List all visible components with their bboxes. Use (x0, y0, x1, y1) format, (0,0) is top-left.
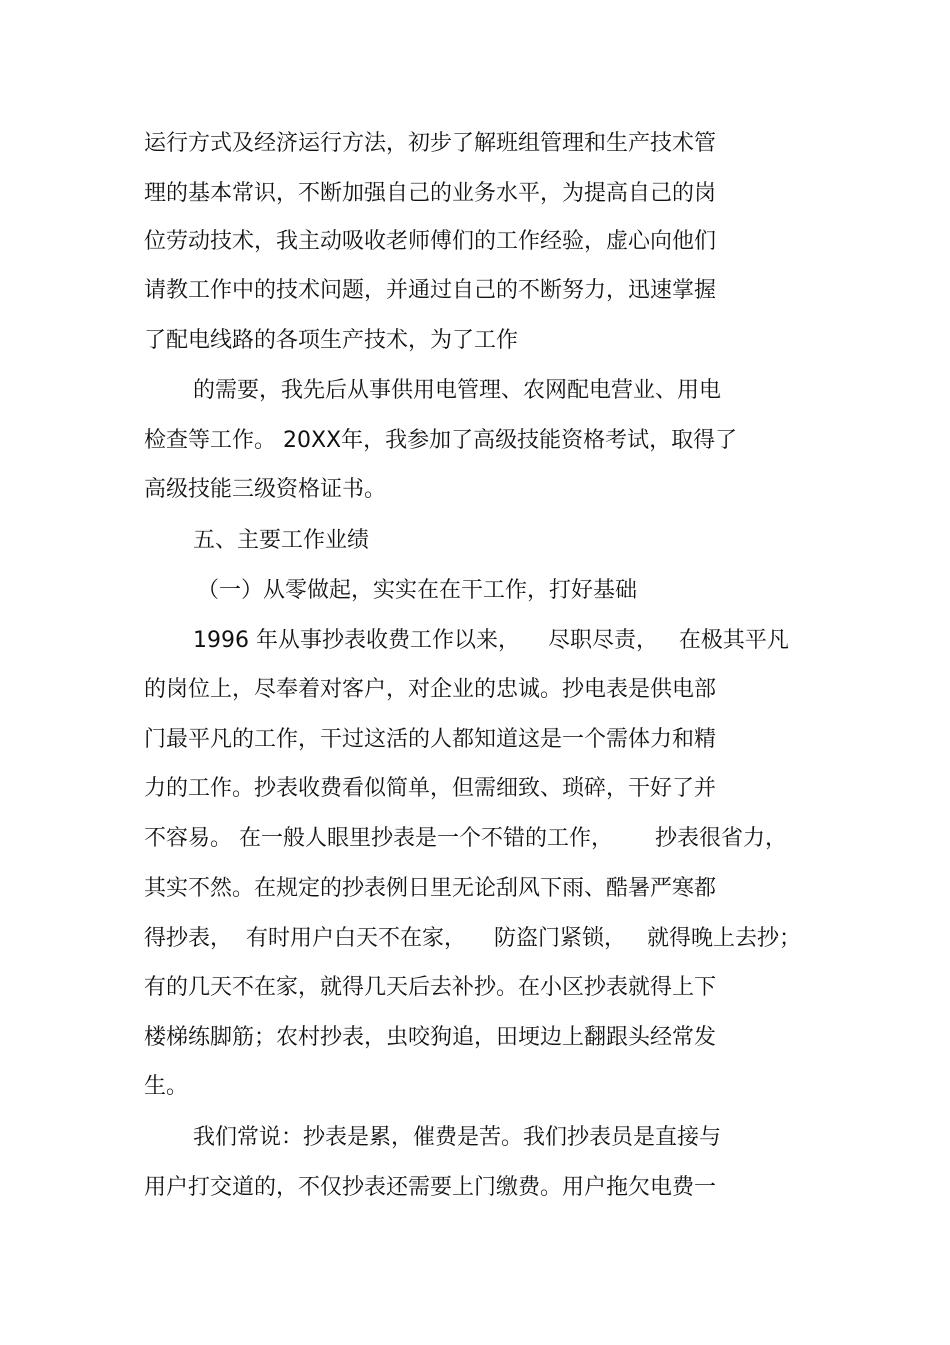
body-text-line: 高级技能三级资格证书。 (144, 477, 387, 502)
body-text-line: 用户打交道的，不仅抄表还需要上门缴费。用户拖欠电费一 (144, 1175, 717, 1200)
body-text-line: 检查等工作。 20XX年，我参加了高级技能资格考试，取得了 (144, 428, 738, 453)
body-text-line: 生。 (144, 1074, 189, 1099)
body-text-line: 我们常说：抄表是累，催费是苦。我们抄表员是直接与 (193, 1125, 722, 1150)
body-text-line: 请教工作中的技术问题，并通过自己的不断努力，迅速掌握 (144, 278, 717, 303)
body-text-line: 力的工作。抄表收费看似简单，但需细致、琐碎，干好了并 (144, 776, 717, 801)
body-text-line: 门最平凡的工作，干过这活的人都知道这是一个需体力和精 (144, 727, 717, 752)
body-text-line: 的需要，我先后从事供用电管理、农网配电营业、用电 (193, 378, 722, 403)
subsection-heading: （一）从零做起，实实在在干工作，打好基础 (197, 578, 638, 603)
section-heading: 五、主要工作业绩 (193, 528, 370, 553)
body-text-line: 理的基本常识，不断加强自己的业务水平，为提高自己的岗 (144, 181, 717, 206)
body-text-line: 楼梯练脚筋；农村抄表，虫咬狗追，田埂边上翻跟头经常发 (144, 1025, 717, 1050)
body-text-line: 了配电线路的各项生产技术，为了工作 (144, 328, 519, 353)
body-text-line: 有的几天不在家，就得几天后去补抄。在小区抄表就得上下 (144, 975, 717, 1000)
body-text-line: 其实不然。在规定的抄表例日里无论刮风下雨、酷暑严寒都 (144, 876, 717, 901)
body-text-line: 不容易。 在一般人眼里抄表是一个不错的工作， 抄表很省力， (144, 826, 787, 851)
body-text-line: 1996 年从事抄表收费工作以来， 尽职尽责， 在极其平凡 (193, 628, 789, 653)
body-text-line: 得抄表， 有时用户白天不在家， 防盗门紧锁， 就得晚上去抄； (144, 926, 801, 951)
body-text-line: 位劳动技术，我主动吸收老师傅们的工作经验，虚心向他们 (144, 229, 717, 254)
body-text-line: 运行方式及经济运行方法，初步了解班组管理和生产技术管 (144, 131, 717, 156)
body-text-line: 的岗位上，尽奉着对客户，对企业的忠诚。抄电表是供电部 (144, 677, 717, 702)
